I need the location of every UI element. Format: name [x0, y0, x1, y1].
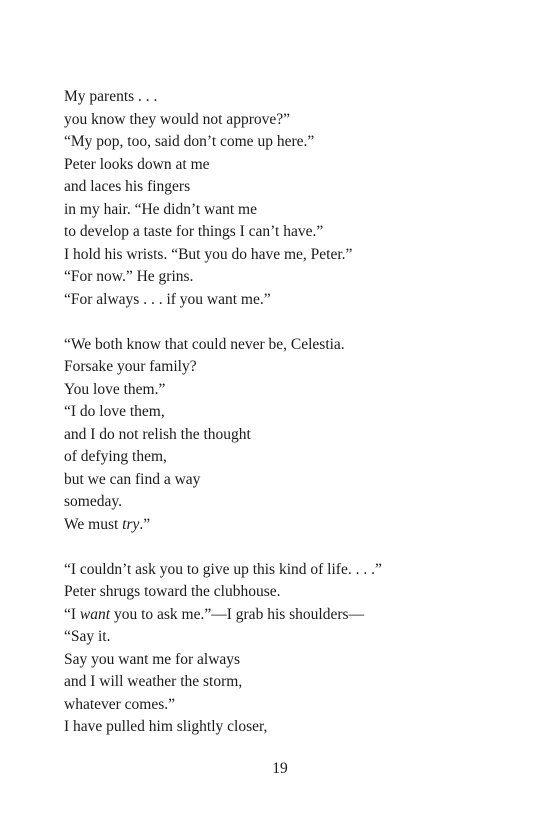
poem-line: in my hair. “He didn’t want me: [64, 200, 257, 218]
poem-line-emphasis: try: [122, 515, 140, 533]
poem-line: My parents . . .: [64, 88, 158, 105]
poem-line: You love them.”: [64, 380, 166, 398]
poem-line: Peter shrugs toward the clubhouse.: [64, 583, 281, 600]
poem-line: whatever comes.”: [64, 695, 176, 713]
poem-line: of defying them,: [64, 448, 167, 465]
poem-line: “For now.” He grins.: [64, 268, 194, 285]
poem-line: and laces his fingers: [64, 178, 191, 195]
poem-line: “We both know that could never be, Celestia.: [64, 335, 345, 353]
poem-line: “My pop, too, said don’t come up here.”: [64, 133, 315, 150]
poem-line: and I will weather the storm,: [64, 673, 243, 690]
page-number: 19: [272, 760, 288, 777]
poem-line-end: .”: [139, 515, 151, 533]
poem-line: [64, 514, 524, 537]
stanza-1: [64, 86, 524, 311]
poem-line-start: “I: [64, 605, 80, 623]
poem-line: someday.: [64, 493, 122, 510]
poem-line: and I do not relish the thought: [64, 425, 251, 443]
poem-line: Peter looks down at me: [64, 155, 210, 173]
poem-line-emphasis: want: [79, 605, 111, 623]
poem-line-end: you to ask me.”—I grab his shoulders—: [110, 605, 365, 623]
poem-line: “Say it.: [64, 628, 111, 645]
poem-line: you know they would not approve?”: [64, 110, 290, 128]
poem-line: Forsake your family?: [64, 358, 197, 375]
stanza-2: [64, 334, 524, 537]
poem-line: “I couldn’t ask you to give up this kind of life. . . .”: [64, 560, 382, 578]
poem-line: “I do love them,: [64, 403, 165, 420]
stanza-3: [64, 559, 524, 739]
poem-line: I have pulled him slightly closer,: [64, 718, 268, 735]
poem-text: [64, 86, 524, 739]
poem-line: to develop a taste for things I can’t have.”: [64, 223, 324, 240]
poem-line: Say you want me for always: [64, 650, 241, 668]
poem-line: [64, 604, 524, 627]
poem-line-start: We must: [64, 515, 123, 533]
poem-line: I hold his wrists. “But you do have me, Peter.”: [64, 245, 353, 263]
poem-line: but we can find a way: [64, 470, 201, 488]
poem-line: “For always . . . if you want me.”: [64, 290, 271, 308]
